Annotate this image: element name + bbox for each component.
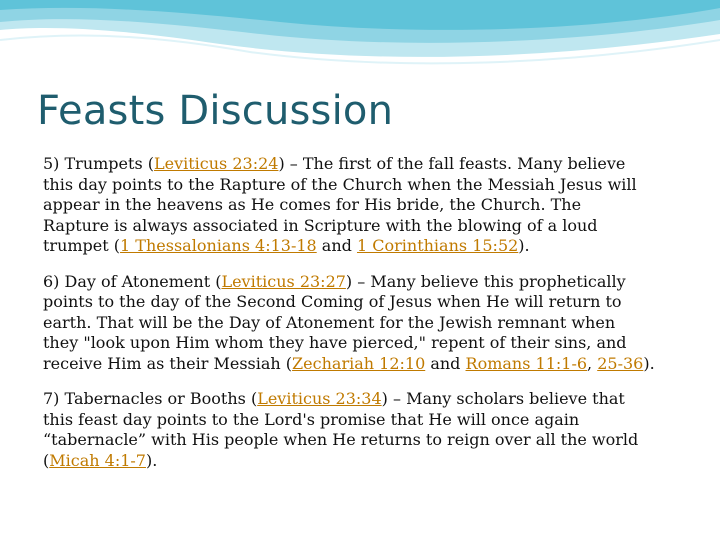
scripture-reference-link[interactable]: 1 Thessalonians 4:13-18 <box>120 236 317 255</box>
scripture-reference-link[interactable]: Leviticus 23:24 <box>153 154 279 173</box>
text-line <box>43 154 683 175</box>
text-line <box>43 195 683 216</box>
text-segment: this day points to the Rapture of the Church when the Messiah Jesus will <box>43 174 637 194</box>
text-segment: ). <box>145 450 158 470</box>
text-line <box>43 236 683 257</box>
text-segment: points to the day of the Second Coming of Jesus when He will return to <box>43 292 622 311</box>
scripture-reference-link[interactable]: Micah 4:1-7 <box>49 450 146 470</box>
text-segment: receive Him as their Messiah ( <box>43 353 293 373</box>
text-segment: appear in the heavens as He comes for His bride, the Church. The <box>43 195 582 214</box>
scripture-reference-link[interactable]: 1 Corinthians 15:52 <box>356 236 519 255</box>
text-line <box>43 216 683 237</box>
paragraph <box>43 272 683 375</box>
text-segment: ) – Many scholars believe that <box>381 389 625 408</box>
text-segment: ( <box>43 450 50 470</box>
paragraph <box>43 389 683 471</box>
text-line <box>43 410 683 431</box>
slide-body <box>43 154 683 486</box>
text-segment: Rapture is always associated in Scripture with the blowing of a loud <box>43 215 598 235</box>
scripture-reference-link[interactable]: Leviticus 23:34 <box>257 389 382 408</box>
header-wave-decoration <box>0 0 720 80</box>
text-line <box>43 333 683 354</box>
text-segment: trumpet ( <box>43 236 121 255</box>
text-segment: ). <box>643 353 655 373</box>
scripture-reference-link[interactable]: Leviticus 23:27 <box>221 271 346 291</box>
text-segment: ). <box>518 236 530 255</box>
text-segment: ) – The first of the fall feasts. Many believe <box>278 154 626 173</box>
text-segment: they "look upon Him whom they have pierced," repent of their sins, and <box>43 333 627 352</box>
text-line <box>43 272 683 293</box>
text-segment: 5) Trumpets ( <box>43 154 154 173</box>
scripture-reference-link[interactable]: 25-36 <box>597 353 644 373</box>
text-line <box>43 292 683 313</box>
text-segment: earth. That will be the Day of Atonement for the Jewish remnant when <box>43 312 616 332</box>
text-line <box>43 389 683 410</box>
scripture-reference-link[interactable]: Romans 11:1-6 <box>465 353 588 373</box>
text-line <box>43 354 683 375</box>
text-segment: and <box>316 236 357 255</box>
text-segment: 6) Day of Atonement ( <box>43 271 222 291</box>
text-line <box>43 175 683 196</box>
text-line <box>43 313 683 334</box>
text-segment: , <box>587 353 598 373</box>
text-line <box>43 451 683 472</box>
paragraph <box>43 154 683 257</box>
text-segment: “tabernacle” with His people when He returns to reign over all the world <box>43 430 639 449</box>
scripture-reference-link[interactable]: Zechariah 12:10 <box>292 353 426 373</box>
text-segment: this feast day points to the Lord's promise that He will once again <box>43 409 580 429</box>
text-segment: ) – Many believe this prophetically <box>345 271 626 291</box>
text-line <box>43 430 683 451</box>
slide-title: Feasts Discussion <box>37 88 394 134</box>
text-segment: 7) Tabernacles or Booths ( <box>43 389 258 408</box>
text-segment: and <box>425 353 466 373</box>
